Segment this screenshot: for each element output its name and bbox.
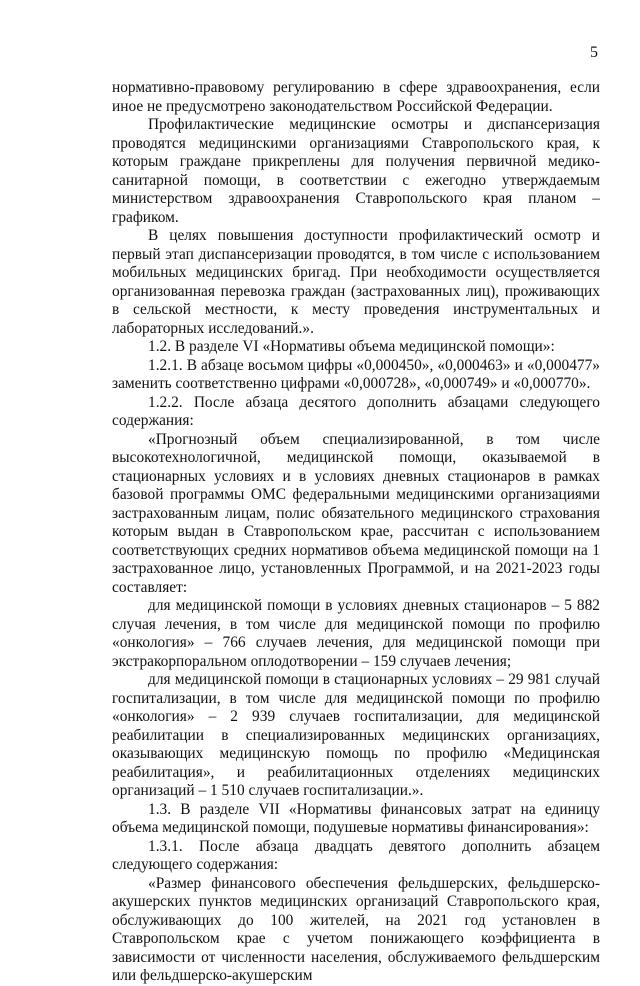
paragraph: В целях повышения доступности профилактический осмотр и первый этап диспансеризации проводятся, в том числе с использованием мобильных медицинских бригад. При необходимости осуществляется организованная перевозка граждан (застрахованных лиц), проживающих в сельской местности, к месту проведения инструментальных и лабораторных исследований.».: [112, 227, 600, 337]
paragraph: для медицинской помощи в условиях дневных стационаров – 5 882 случая лечения, в том числе для медицинской помощи по профилю «онкология» – 766 случаев лечения, для медицинской помощи при экстракорпоральном оплодотворении – 159 случаев лечения;: [112, 597, 600, 670]
paragraph: 1.2.2. После абзаца десятого дополнить абзацами следующего содержания:: [112, 393, 600, 429]
paragraph: нормативно-правовому регулированию в сфере здравоохранения, если иное не предусмотрено законодательством Российской Федерации.: [112, 79, 600, 115]
paragraph: 1.2. В разделе VI «Нормативы объема медицинской помощи»:: [148, 338, 555, 355]
paragraph: «Размер финансового обеспечения фельдшерских, фельдшерско-акушерских пунктов медицинских организаций Ставропольского края, обслуживающих до 100 жителей, на 2021 год установлен в Ставропольском крае с учетом понижающего коэффициента в зависимости от численности населения, обслуживаемого фельдшерским или фельдшерско-акушерским: [112, 874, 600, 984]
paragraph: 1.3. В разделе VII «Нормативы финансовых затрат на единицу объема медицинской помощи, подушевые нормативы финансирования»:: [112, 800, 600, 836]
paragraph: 1.3.1. После абзаца двадцать девятого дополнить абзацем следующего содержания:: [112, 837, 600, 873]
document-body: [112, 79, 600, 986]
paragraph: 1.2.1. В абзаце восьмом цифры «0,000450», «0,000463» и «0,000477» заменить соответственно цифрами «0,000728», «0,000749» и «0,000770».: [112, 356, 600, 392]
paragraph: «Прогнозный объем специализированной, в том числе высокотехнологичной, медицинской помощи, оказываемой в стационарных условиях и в условиях дневных стационаров в рамках базовой программы ОМС федеральными медицинскими организациями застрахованным лицам, полис обязательного медицинского страхования которым выдан в Ставропольском крае, рассчитан с использованием соответствующих средних нормативов объема медицинской помощи на 1 застрахованное лицо, установленных Программой, и на 2021-2023 годы составляет:: [112, 430, 600, 596]
paragraph: Профилактические медицинские осмотры и диспансеризация проводятся медицинскими организациями Ставропольского края, к которым граждане прикреплены для получения первичной медико-санитарной помощи, в соответствии с ежегодно утверждаемым министерством здравоохранения Ставропольского края планом – графиком.: [112, 116, 600, 226]
paragraph: для медицинской помощи в стационарных условиях – 29 981 случай госпитализации, в том числе для медицинской помощи по профилю «онкология» – 2 939 случаев госпитализации, для медицинской реабилитации в специализированных медицинских организациях, оказывающих медицинскую помощь по профилю «Медицинская реабилитация», и реабилитационных отделениях медицинских организаций – 1 510 случаев госпитализации.».: [112, 671, 600, 799]
page-number: 5: [590, 44, 598, 61]
